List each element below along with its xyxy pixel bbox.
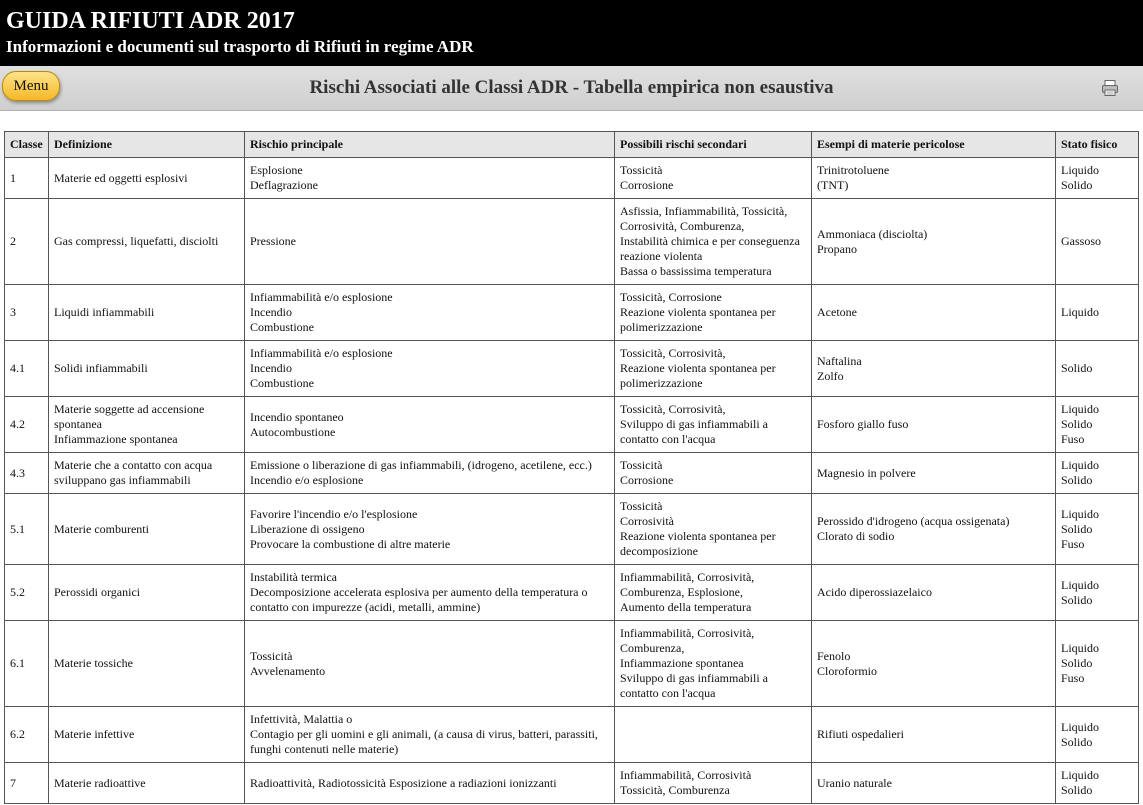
cell-secondari: Asfissia, Infiammabilità, Tossicità, Corrosività, Comburenza, Instabilità chimica e per conseguenza reazione violenta Bassa o bassissima temperatura <box>615 199 812 285</box>
cell-classe: 4.3 <box>5 453 49 494</box>
cell-esempi: Perossido d'idrogeno (acqua ossigenata) Clorato di sodio <box>812 494 1056 565</box>
column-header-classe: Classe <box>5 132 49 158</box>
cell-rischio: Pressione <box>245 199 615 285</box>
cell-esempi: Naftalina Zolfo <box>812 341 1056 397</box>
cell-classe: 4.2 <box>5 397 49 453</box>
cell-definizione: Materie che a contatto con acqua sviluppano gas infiammabili <box>49 453 245 494</box>
cell-stato: Liquido Solido Fuso <box>1056 621 1139 707</box>
cell-esempi: Trinitrotoluene (TNT) <box>812 158 1056 199</box>
cell-stato: Liquido Solido <box>1056 707 1139 763</box>
cell-definizione: Materie infettive <box>49 707 245 763</box>
cell-esempi: Fenolo Cloroformio <box>812 621 1056 707</box>
cell-rischio: Esplosione Deflagrazione <box>245 158 615 199</box>
cell-rischio: Emissione o liberazione di gas infiammabili, (idrogeno, acetilene, ecc.) Incendio e/o esplosione <box>245 453 615 494</box>
column-header-definizione: Definizione <box>49 132 245 158</box>
column-header-rischi-secondari: Possibili rischi secondari <box>615 132 812 158</box>
cell-rischio: Favorire l'incendio e/o l'esplosione Liberazione di ossigeno Provocare la combustione di altre materie <box>245 494 615 565</box>
cell-classe: 3 <box>5 285 49 341</box>
adr-risk-table <box>4 131 1139 804</box>
cell-classe: 5.2 <box>5 565 49 621</box>
cell-secondari: Tossicità, Corrosività, Sviluppo di gas infiammabili a contatto con l'acqua <box>615 397 812 453</box>
cell-secondari: Infiammabilità, Corrosività, Comburenza, Esplosione, Aumento della temperatura <box>615 565 812 621</box>
cell-definizione: Materie ed oggetti esplosivi <box>49 158 245 199</box>
cell-definizione: Materie comburenti <box>49 494 245 565</box>
cell-esempi: Acetone <box>812 285 1056 341</box>
toolbar <box>0 66 1143 111</box>
cell-esempi: Magnesio in polvere <box>812 453 1056 494</box>
table-container <box>0 111 1143 804</box>
cell-definizione: Materie radioattive <box>49 763 245 804</box>
cell-stato: Liquido Solido <box>1056 453 1139 494</box>
table-row <box>5 763 1139 804</box>
cell-classe: 7 <box>5 763 49 804</box>
cell-stato: Liquido Solido Fuso <box>1056 397 1139 453</box>
cell-secondari: Infiammabilità, Corrosività, Comburenza, Infiammazione spontanea Sviluppo di gas infiammabili a contatto con l'acqua <box>615 621 812 707</box>
cell-secondari: Tossicità, Corrosività, Reazione violenta spontanea per polimerizzazione <box>615 341 812 397</box>
cell-esempi: Uranio naturale <box>812 763 1056 804</box>
table-row <box>5 285 1139 341</box>
cell-definizione: Materie soggette ad accensione spontanea Infiammazione spontanea <box>49 397 245 453</box>
page-title: Rischi Associati alle Classi ADR - Tabella empirica non esaustiva <box>309 77 834 98</box>
cell-esempi: Ammoniaca (disciolta) Propano <box>812 199 1056 285</box>
column-header-esempi: Esempi di materie pericolose <box>812 132 1056 158</box>
cell-rischio: Infiammabilità e/o esplosione Incendio Combustione <box>245 285 615 341</box>
table-row <box>5 158 1139 199</box>
cell-definizione: Perossidi organici <box>49 565 245 621</box>
cell-classe: 6.2 <box>5 707 49 763</box>
cell-rischio: Incendio spontaneo Autocombustione <box>245 397 615 453</box>
cell-classe: 6.1 <box>5 621 49 707</box>
cell-stato: Liquido Solido <box>1056 763 1139 804</box>
cell-classe: 2 <box>5 199 49 285</box>
cell-stato: Liquido Solido <box>1056 158 1139 199</box>
cell-definizione: Liquidi infiammabili <box>49 285 245 341</box>
cell-secondari: Tossicità Corrosività Reazione violenta spontanea per decomposizione <box>615 494 812 565</box>
column-header-rischio-principale: Rischio principale <box>245 132 615 158</box>
table-header-row <box>5 132 1139 158</box>
cell-classe: 1 <box>5 158 49 199</box>
printer-icon[interactable] <box>1101 79 1119 97</box>
cell-secondari <box>615 707 812 763</box>
cell-rischio: Tossicità Avvelenamento <box>245 621 615 707</box>
table-row <box>5 565 1139 621</box>
table-row <box>5 621 1139 707</box>
cell-stato: Gassoso <box>1056 199 1139 285</box>
cell-secondari: Tossicità Corrosione <box>615 158 812 199</box>
cell-rischio: Infettività, Malattia o Contagio per gli uomini e gli animali, (a causa di virus, batteri, parassiti, funghi contenuti nelle materie) <box>245 707 615 763</box>
cell-classe: 5.1 <box>5 494 49 565</box>
cell-definizione: Gas compressi, liquefatti, disciolti <box>49 199 245 285</box>
site-title: GUIDA RIFIUTI ADR 2017 <box>6 8 295 34</box>
cell-classe: 4.1 <box>5 341 49 397</box>
table-row <box>5 397 1139 453</box>
cell-rischio: Radioattività, Radiotossicità Esposizione a radiazioni ionizzanti <box>245 763 615 804</box>
cell-stato: Liquido Solido <box>1056 565 1139 621</box>
column-header-stato-fisico: Stato fisico <box>1056 132 1139 158</box>
cell-rischio: Infiammabilità e/o esplosione Incendio Combustione <box>245 341 615 397</box>
cell-secondari: Infiammabilità, Corrosività Tossicità, Comburenza <box>615 763 812 804</box>
cell-secondari: Tossicità, Corrosione Reazione violenta spontanea per polimerizzazione <box>615 285 812 341</box>
table-row <box>5 707 1139 763</box>
table-row <box>5 494 1139 565</box>
cell-definizione: Materie tossiche <box>49 621 245 707</box>
cell-rischio: Instabilità termica Decomposizione accelerata esplosiva per aumento della temperatura o contatto con impurezze (acidi, metalli, ammine) <box>245 565 615 621</box>
table-row <box>5 453 1139 494</box>
cell-stato: Liquido <box>1056 285 1139 341</box>
table-row <box>5 341 1139 397</box>
site-subtitle: Informazioni e documenti sul trasporto di Rifiuti in regime ADR <box>6 37 474 56</box>
table-row <box>5 199 1139 285</box>
cell-esempi: Rifiuti ospedalieri <box>812 707 1056 763</box>
cell-esempi: Acido diperossiazelaico <box>812 565 1056 621</box>
menu-button[interactable]: Menu <box>2 71 60 101</box>
cell-definizione: Solidi infiammabili <box>49 341 245 397</box>
site-header <box>0 0 1143 66</box>
cell-secondari: Tossicità Corrosione <box>615 453 812 494</box>
cell-esempi: Fosforo giallo fuso <box>812 397 1056 453</box>
cell-stato: Liquido Solido Fuso <box>1056 494 1139 565</box>
cell-stato: Solido <box>1056 341 1139 397</box>
